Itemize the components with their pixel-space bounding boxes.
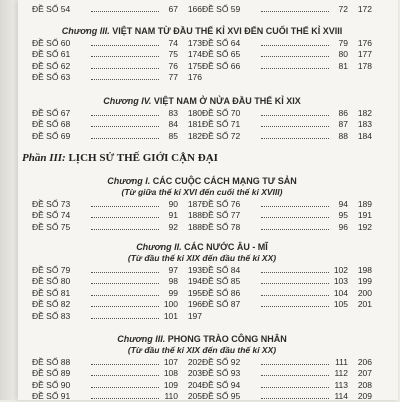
chapter-title: CÁC NƯỚC ÂU - MĨ <box>184 242 268 252</box>
exam-label: ĐỀ SỐ 79 <box>32 265 90 275</box>
toc-row <box>32 60 372 72</box>
exam-label: ĐỀ SỐ 95 <box>202 391 260 401</box>
toc-row <box>32 198 372 210</box>
exam-label: ĐỀ SỐ 91 <box>32 391 90 401</box>
toc-entry <box>202 276 372 286</box>
chapter-subtitle: (Từ đầu thế kỉ XIX đến đầu thế kỉ XX) <box>32 253 372 263</box>
exam-label: ĐỀ SỐ 92 <box>202 357 260 367</box>
answer-page: 198 <box>348 265 372 275</box>
toc-entry <box>32 61 202 71</box>
exam-label: ĐỀ SỐ 63 <box>32 72 90 82</box>
chapter-title: VIỆT NAM TỪ ĐẦU THẾ KỈ XVI ĐẾN CUỐI THẾ KỈ XVIII <box>112 26 342 36</box>
toc-rows <box>32 356 372 402</box>
toc-entry <box>32 199 202 209</box>
question-page: 97 <box>160 265 178 275</box>
toc-entry <box>202 199 372 209</box>
toc-entry <box>202 49 372 59</box>
chapter-heading <box>32 334 372 344</box>
answer-page: 193 <box>178 265 202 275</box>
answer-page: 184 <box>348 131 372 141</box>
exam-label: ĐỀ SỐ 74 <box>32 210 90 220</box>
exam-label: ĐỀ SỐ 77 <box>202 210 260 220</box>
question-page: 109 <box>160 380 178 390</box>
toc-rows <box>32 107 372 142</box>
question-page: 79 <box>330 38 348 48</box>
answer-page: 194 <box>178 276 202 286</box>
dot-leader <box>261 49 329 57</box>
dot-leader <box>91 49 159 57</box>
dot-leader <box>91 108 159 116</box>
toc-entry <box>32 131 202 141</box>
question-page: 67 <box>160 4 178 14</box>
exam-label: ĐỀ SỐ 66 <box>202 61 260 71</box>
toc-entry <box>202 368 372 378</box>
exam-label: ĐỀ SỐ 68 <box>32 119 90 129</box>
toc-entry <box>32 368 202 378</box>
toc-chapter-iv-vn <box>32 96 372 142</box>
question-page: 96 <box>330 222 348 232</box>
dot-leader <box>91 265 159 273</box>
answer-page: 209 <box>348 391 372 401</box>
toc-entry <box>32 222 202 232</box>
question-page: 112 <box>330 368 348 378</box>
question-page: 101 <box>160 311 178 321</box>
dot-leader <box>91 4 159 12</box>
answer-page: 203 <box>178 368 202 378</box>
toc-entry <box>32 119 202 129</box>
toc-entry <box>32 311 202 321</box>
question-page: 104 <box>330 288 348 298</box>
chapter-title: CÁC CUỘC CÁCH MẠNG TƯ SẢN <box>153 176 297 186</box>
dot-leader <box>91 222 159 230</box>
exam-label: ĐỀ SỐ 76 <box>202 199 260 209</box>
answer-page: 174 <box>178 49 202 59</box>
toc-entry <box>32 49 202 59</box>
question-page: 103 <box>330 276 348 286</box>
exam-label: ĐỀ SỐ 90 <box>32 380 90 390</box>
dot-leader <box>91 276 159 284</box>
exam-label: ĐỀ SỐ 86 <box>202 288 260 298</box>
exam-label: ĐỀ SỐ 89 <box>32 368 90 378</box>
dot-leader <box>261 108 329 116</box>
toc-rows <box>32 264 372 322</box>
toc-entry <box>202 210 372 220</box>
question-page: 74 <box>160 38 178 48</box>
chapter-heading <box>32 242 372 252</box>
exam-label: ĐỀ SỐ 65 <box>202 49 260 59</box>
chapter-subtitle: (Từ đầu thế kỉ XIX đến đầu thế kỉ XX) <box>32 345 372 355</box>
question-page: 108 <box>160 368 178 378</box>
question-page: 114 <box>330 391 348 401</box>
toc-entry <box>202 265 372 275</box>
toc-row <box>32 3 372 15</box>
part-heading <box>22 152 218 164</box>
exam-label: ĐỀ SỐ 94 <box>202 380 260 390</box>
dot-leader <box>91 311 159 319</box>
exam-label: ĐỀ SỐ 78 <box>202 222 260 232</box>
toc-entry <box>32 299 202 309</box>
chapter-heading <box>32 176 372 186</box>
question-page: 84 <box>160 119 178 129</box>
question-page: 76 <box>160 61 178 71</box>
dot-leader <box>91 380 159 388</box>
answer-page: 183 <box>348 119 372 129</box>
answer-page: 188 <box>178 222 202 232</box>
answer-page: 197 <box>178 311 202 321</box>
toc-chapter-ii-world <box>32 242 372 322</box>
toc-row <box>32 299 372 311</box>
answer-page: 201 <box>348 299 372 309</box>
toc-entry <box>202 108 372 118</box>
exam-label: ĐỀ SỐ 64 <box>202 38 260 48</box>
exam-label: ĐỀ SỐ 87 <box>202 299 260 309</box>
question-page: 87 <box>330 119 348 129</box>
dot-leader <box>91 357 159 365</box>
chapter-number: Chương I. <box>107 176 150 186</box>
exam-label: ĐỀ SỐ 83 <box>32 311 90 321</box>
toc-entry <box>32 357 202 367</box>
dot-leader <box>261 38 329 46</box>
toc-row <box>32 276 372 288</box>
exam-label: ĐỀ SỐ 62 <box>32 61 90 71</box>
toc-entry <box>202 131 372 141</box>
exam-label: ĐỀ SỐ 85 <box>202 276 260 286</box>
dot-leader <box>91 391 159 399</box>
dot-leader <box>91 199 159 207</box>
toc-entry <box>32 276 202 286</box>
question-page: 75 <box>160 49 178 59</box>
question-page: 94 <box>330 199 348 209</box>
toc-row <box>32 210 372 222</box>
question-page: 105 <box>330 299 348 309</box>
toc-row <box>32 37 372 49</box>
exam-label: ĐỀ SỐ 72 <box>202 131 260 141</box>
question-page: 90 <box>160 199 178 209</box>
toc-row <box>32 264 372 276</box>
question-page: 99 <box>160 288 178 298</box>
answer-page: 191 <box>348 210 372 220</box>
toc-row <box>32 368 372 380</box>
chapter-title: PHONG TRÀO CÔNG NHÂN <box>168 334 287 344</box>
toc-entry <box>32 4 202 14</box>
answer-page: 181 <box>178 119 202 129</box>
answer-page: 205 <box>178 391 202 401</box>
part-title: LỊCH SỬ THẾ GIỚI CẬN ĐẠI <box>68 152 217 164</box>
answer-page: 196 <box>178 299 202 309</box>
toc-row <box>32 49 372 61</box>
answer-page: 202 <box>178 357 202 367</box>
toc-rows <box>32 198 372 233</box>
answer-page: 207 <box>348 368 372 378</box>
toc-entry <box>32 38 202 48</box>
toc-row <box>32 391 372 402</box>
dot-leader <box>261 391 329 399</box>
question-page: 102 <box>330 265 348 275</box>
dot-leader <box>91 288 159 296</box>
answer-page: 173 <box>178 38 202 48</box>
toc-entry <box>202 299 372 309</box>
question-page: 113 <box>330 380 348 390</box>
dot-leader <box>91 299 159 307</box>
exam-label: ĐỀ SỐ 60 <box>32 38 90 48</box>
question-page: 110 <box>160 391 178 401</box>
answer-page: 195 <box>178 288 202 298</box>
exam-label: ĐỀ SỐ 69 <box>32 131 90 141</box>
chapter-heading <box>32 96 372 106</box>
dot-leader <box>261 276 329 284</box>
answer-page: 180 <box>178 108 202 118</box>
question-page: 72 <box>330 4 348 14</box>
part-number: Phần III: <box>22 152 66 164</box>
question-page: 92 <box>160 222 178 232</box>
exam-label: ĐỀ SỐ 82 <box>32 299 90 309</box>
chapter-number: Chương II. <box>136 242 181 252</box>
dot-leader <box>91 61 159 69</box>
question-page: 111 <box>330 357 348 367</box>
answer-page: 177 <box>348 49 372 59</box>
question-page: 100 <box>160 299 178 309</box>
answer-page: 182 <box>348 108 372 118</box>
exam-label: ĐỀ SỐ 71 <box>202 119 260 129</box>
dot-leader <box>91 131 159 139</box>
answer-page: 172 <box>348 4 372 14</box>
question-page: 91 <box>160 210 178 220</box>
toc-entry <box>202 61 372 71</box>
question-page: 81 <box>330 61 348 71</box>
exam-label: ĐỀ SỐ 84 <box>202 265 260 275</box>
dot-leader <box>261 119 329 127</box>
toc-entry <box>202 4 372 14</box>
toc-entry <box>202 380 372 390</box>
exam-label: ĐỀ SỐ 80 <box>32 276 90 286</box>
answer-page: 200 <box>348 288 372 298</box>
toc-row <box>32 119 372 131</box>
answer-page: 176 <box>348 38 372 48</box>
exam-label: ĐỀ SỐ 81 <box>32 288 90 298</box>
toc-row <box>32 107 372 119</box>
answer-page: 189 <box>348 199 372 209</box>
exam-label: ĐỀ SỐ 67 <box>32 108 90 118</box>
chapter-number: Chương IV. <box>103 96 151 106</box>
toc-entry <box>32 210 202 220</box>
answer-page: 175 <box>178 61 202 71</box>
chapter-number: Chương III. <box>117 334 165 344</box>
dot-leader <box>261 299 329 307</box>
toc-chapter-iii-world <box>32 334 372 402</box>
dot-leader <box>91 38 159 46</box>
exam-label: ĐỀ SỐ 59 <box>202 4 260 14</box>
answer-page: 188 <box>178 210 202 220</box>
dot-leader <box>261 380 329 388</box>
toc-row <box>32 310 372 322</box>
answer-page: 182 <box>178 131 202 141</box>
question-page: 83 <box>160 108 178 118</box>
answer-page: 187 <box>178 199 202 209</box>
answer-page: 192 <box>348 222 372 232</box>
exam-label: ĐỀ SỐ 54 <box>32 4 90 14</box>
toc-rows <box>32 37 372 83</box>
dot-leader <box>261 222 329 230</box>
toc-entry <box>32 72 202 82</box>
toc-entry <box>202 38 372 48</box>
dot-leader <box>261 131 329 139</box>
question-page: 80 <box>330 49 348 59</box>
dot-leader <box>91 72 159 80</box>
question-page: 86 <box>330 108 348 118</box>
toc-entry <box>32 380 202 390</box>
answer-page: 204 <box>178 380 202 390</box>
toc-row <box>32 379 372 391</box>
toc-entry <box>202 222 372 232</box>
chapter-subtitle: (Từ giữa thế kỉ XVI đến cuối thế kỉ XVIII) <box>32 187 372 197</box>
question-page: 88 <box>330 131 348 141</box>
book-binding <box>0 0 18 400</box>
toc-row <box>32 356 372 368</box>
chapter-number: Chương III. <box>62 26 110 36</box>
toc-entry <box>32 288 202 298</box>
dot-leader <box>261 288 329 296</box>
dot-leader <box>261 357 329 365</box>
toc-entry <box>32 265 202 275</box>
toc-entry <box>202 288 372 298</box>
dot-leader <box>261 368 329 376</box>
exam-label: ĐỀ SỐ 75 <box>32 222 90 232</box>
exam-label: ĐỀ SỐ 70 <box>202 108 260 118</box>
answer-page: 208 <box>348 380 372 390</box>
question-page: 77 <box>160 72 178 82</box>
toc-entry <box>202 119 372 129</box>
dot-leader <box>91 119 159 127</box>
toc-entry <box>202 357 372 367</box>
answer-page: 166 <box>178 4 202 14</box>
exam-label: ĐỀ SỐ 93 <box>202 368 260 378</box>
toc-rows <box>32 3 372 15</box>
answer-page: 199 <box>348 276 372 286</box>
exam-label: ĐỀ SỐ 88 <box>32 357 90 367</box>
toc-row <box>32 287 372 299</box>
answer-page: 178 <box>348 61 372 71</box>
dot-leader <box>261 210 329 218</box>
dot-leader <box>261 61 329 69</box>
dot-leader <box>261 4 329 12</box>
toc-row <box>32 72 372 84</box>
chapter-title: VIỆT NAM Ở NỬA ĐẦU THẾ KỈ XIX <box>154 96 301 106</box>
answer-page: 176 <box>178 72 202 82</box>
toc-chapter-iii-vn <box>32 26 372 83</box>
exam-label: ĐỀ SỐ 73 <box>32 199 90 209</box>
exam-label: ĐỀ SỐ 61 <box>32 49 90 59</box>
toc-chapter-i-world <box>32 176 372 233</box>
question-page: 107 <box>160 357 178 367</box>
toc-row <box>32 130 372 142</box>
dot-leader <box>91 368 159 376</box>
dot-leader <box>91 210 159 218</box>
dot-leader <box>261 265 329 273</box>
toc-row <box>32 221 372 233</box>
toc-entry <box>32 108 202 118</box>
question-page: 95 <box>330 210 348 220</box>
question-page: 85 <box>160 131 178 141</box>
answer-page: 206 <box>348 357 372 367</box>
question-page: 98 <box>160 276 178 286</box>
chapter-heading <box>32 26 372 36</box>
dot-leader <box>261 199 329 207</box>
toc-block-top <box>32 2 372 15</box>
